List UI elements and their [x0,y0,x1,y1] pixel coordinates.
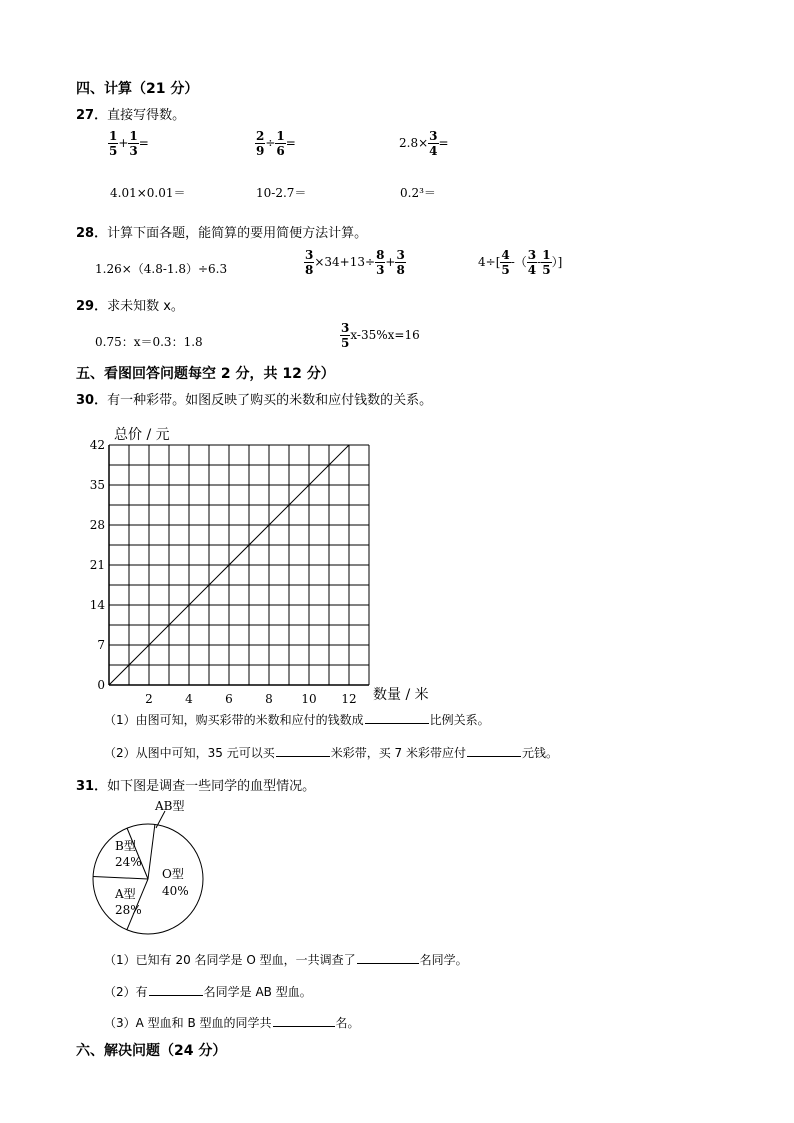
question-29 [76,295,184,314]
q31-sub-2: （2）有 名同学是 AB 型血。 [104,985,312,999]
fraction: $\frac{1}{5}$ [109,129,118,158]
q27-item-5: 10-2.7＝ [256,186,307,200]
q31-sub-3: （3）A 型血和 B 型血的同学共 名。 [104,1016,360,1030]
q27-item-4: 4.01×0.01＝ [110,186,186,200]
pie-label-b: B型 [115,839,136,853]
fraction: $\frac{1}{5}$ [542,248,551,277]
question-27 [76,104,185,123]
pie-value-o: 40% [162,884,189,898]
q27-item-1: $\frac{1}{5}$ + $\frac{1}{3}$ = [109,129,149,158]
fraction: $\frac{1}{3}$ [129,129,138,158]
section-5-title: 五、看图回答问题每空 2 分，共 12 分） [76,366,335,382]
fraction: $\frac{3}{4}$ [527,248,537,277]
x-tick-label: 8 [265,692,273,706]
y-tick-label: 28 [89,518,105,532]
y-tick-label: 42 [89,438,105,452]
x-tick-label: 10 [301,692,317,706]
answer-blank[interactable] [365,712,429,724]
q31-sub-1: （1）已知有 20 名同学是 O 型血，一共调查了 名同学。 [104,953,468,967]
q28-expr-3: 4÷[ $\frac{4}{5}$ -（ $\frac{3}{4}$ - $\frac{1}{5}$ ）] [478,248,563,277]
x-tick-label: 4 [185,692,193,706]
fraction: $\frac{3}{4}$ [429,129,438,158]
pie-label-ab: AB型 [155,799,185,813]
fraction: $\frac{2}{9}$ [256,129,265,158]
question-number: 30． [76,393,108,408]
pie-slice-edge-ab [127,828,148,879]
question-text: 计算下面各题，能简算的要用简便方法计算。 [107,226,368,241]
question-28 [76,222,367,241]
fraction: $\frac{4}{5}$ [501,248,510,277]
q28-expr-2: $\frac{3}{8}$ ×34+13÷ $\frac{8}{3}$ + $\frac{3}{8}$ [305,248,405,277]
section-6-title: 六、解决问题（24 分） [76,1043,227,1059]
answer-blank[interactable] [149,984,203,996]
chart-ticks [90,438,357,706]
answer-blank[interactable] [357,952,419,964]
fraction: $\frac{3}{8}$ [305,248,314,277]
question-text: 如下图是调查一些同学的血型情况。 [107,779,316,794]
q30-sub-1: （1）由图可知，购买彩带的米数和应付的钱数成 比例关系。 [104,713,490,727]
question-text: 求未知数 x。 [107,299,184,314]
y-tick-label: 0 [97,678,105,692]
y-tick-label: 7 [97,638,105,652]
answer-blank[interactable] [467,745,521,757]
fraction: $\frac{8}{3}$ [376,248,385,277]
answer-blank[interactable] [273,1015,335,1027]
q28-expr-1: 1.26×（4.8-1.8）÷6.3 [95,262,228,276]
line-chart [80,420,450,710]
section-4-title: 四、计算（21 分） [76,81,199,97]
fraction: $\frac{3}{8}$ [396,248,405,277]
q27-item-3: 2.8× $\frac{3}{4}$ = [399,129,449,158]
y-tick-label: 35 [89,478,105,492]
question-text: 直接写得数。 [107,108,186,123]
q27-item-2: $\frac{2}{9}$ ÷ $\frac{1}{6}$ = [256,129,296,158]
q29-expr-2: $\frac{3}{5}$ x-35%x=16 [341,321,420,350]
question-number: 29． [76,299,108,314]
y-tick-label: 21 [89,558,105,572]
pie-slice-edge-b [93,877,148,880]
question-31 [76,775,315,794]
y-tick-label: 14 [89,598,105,612]
pie-value-b: 24% [115,855,142,869]
x-tick-label: 2 [145,692,153,706]
pie-value-a: 28% [115,903,142,917]
pie-slice-edge-o [148,824,155,879]
chart-grid [109,445,369,685]
q29-expr-1: 0.75：x＝0.3：1.8 [95,335,203,349]
pie-label-o: O型 [162,867,184,881]
pie-chart [85,798,225,938]
q30-sub-2: （2）从图中可知，35 元可以买 米彩带，买 7 米彩带应付 元钱。 [104,746,559,760]
question-30 [76,389,432,408]
fraction: $\frac{1}{6}$ [276,129,285,158]
question-number: 31． [76,779,108,794]
question-number: 27． [76,108,108,123]
answer-blank[interactable] [276,745,330,757]
y-axis-label: 总价 / 元 [114,427,170,443]
x-tick-label: 12 [341,692,357,706]
question-text: 有一种彩带。如图反映了购买的米数和应付钱数的关系。 [107,393,433,408]
x-axis-label: 数量 / 米 [373,687,429,703]
q27-item-6: 0.2³＝ [400,186,436,200]
pie-label-a: A型 [115,887,136,901]
x-tick-label: 6 [225,692,233,706]
question-number: 28． [76,226,108,241]
fraction: $\frac{3}{5}$ [341,321,350,350]
